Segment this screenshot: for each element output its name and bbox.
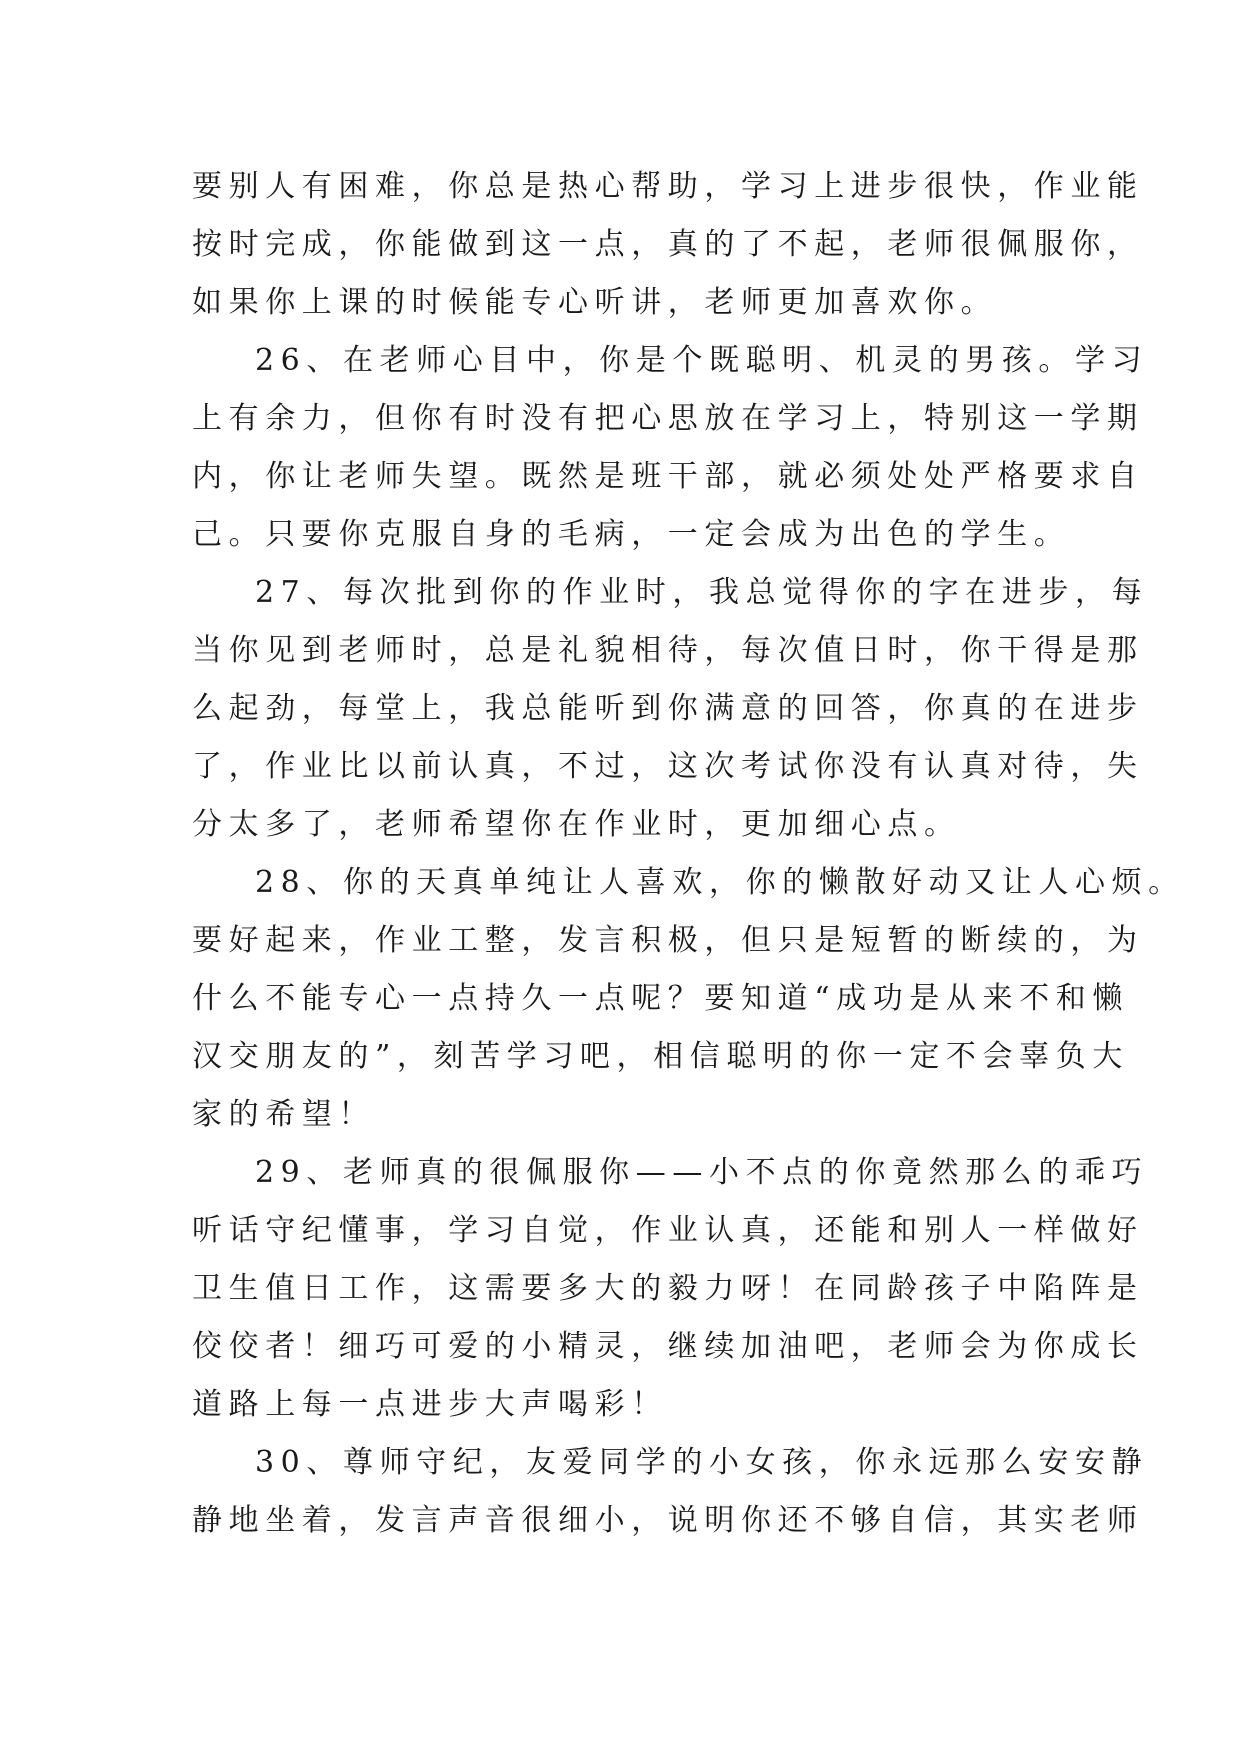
text-line: 卫生值日工作，这需要多大的毅力呀！在同龄孩子中陷阵是 xyxy=(192,1271,1144,1306)
text-line: 什么不能专心一点持久一点呢？要知道“成功是从来不和懒 xyxy=(192,981,1129,1016)
text-line: 分太多了，老师希望你在作业时，更加细心点。 xyxy=(192,807,961,842)
text-line: 内，你让老师失望。既然是班干部，就必须处处严格要求自 xyxy=(192,459,1144,494)
document-body xyxy=(192,158,1185,1550)
text-line: 道路上每一点进步大声喝彩！ xyxy=(192,1387,668,1422)
text-line: 27、每次批到你的作业时，我总觉得你的字在进步，每 xyxy=(255,575,1149,610)
text-line: 上有余力，但你有时没有把心思放在学习上，特别这一学期 xyxy=(192,401,1144,436)
text-line: 要好起来，作业工整，发言积极，但只是短暂的断续的，为 xyxy=(192,923,1144,958)
paragraph-27 xyxy=(192,564,1149,854)
text-line: 己。只要你克服自身的毛病，一定会成为出色的学生。 xyxy=(192,517,1071,552)
text-line: 佼佼者！细巧可爱的小精灵，继续加油吧，老师会为你成长 xyxy=(192,1329,1144,1364)
paragraph-25-continuation xyxy=(192,158,1144,332)
text-line: 28、你的天真单纯让人喜欢，你的懒散好动又让人心烦。 xyxy=(255,865,1185,900)
text-line: 29、老师真的很佩服你——小不点的你竟然那么的乖巧 xyxy=(255,1155,1149,1190)
paragraph-29 xyxy=(192,1144,1149,1434)
text-line: 如果你上课的时候能专心听讲，老师更加喜欢你。 xyxy=(192,285,998,320)
text-line: 汉交朋友的”，刻苦学习吧，相信聪明的你一定不会辜负大 xyxy=(192,1039,1129,1074)
text-line: 么起劲，每堂上，我总能听到你满意的回答，你真的在进步 xyxy=(192,691,1144,726)
text-line: 了，作业比以前认真，不过，这次考试你没有认真对待，失 xyxy=(192,749,1144,784)
text-line: 26、在老师心目中，你是个既聪明、机灵的男孩。学习 xyxy=(255,343,1149,378)
paragraph-30 xyxy=(192,1434,1149,1550)
text-line: 要别人有困难，你总是热心帮助，学习上进步很快，作业能 xyxy=(192,169,1144,204)
text-line: 听话守纪懂事，学习自觉，作业认真，还能和别人一样做好 xyxy=(192,1213,1144,1248)
text-line: 30、尊师守纪，友爱同学的小女孩，你永远那么安安静 xyxy=(255,1445,1149,1480)
paragraph-28 xyxy=(192,854,1185,1144)
text-line: 静地坐着，发言声音很细小，说明你还不够自信，其实老师 xyxy=(192,1503,1144,1538)
paragraph-26 xyxy=(192,332,1149,564)
text-line: 家的希望！ xyxy=(192,1097,375,1132)
text-line: 按时完成，你能做到这一点，真的了不起，老师很佩服你， xyxy=(192,227,1144,262)
text-line: 当你见到老师时，总是礼貌相待，每次值日时，你干得是那 xyxy=(192,633,1144,668)
